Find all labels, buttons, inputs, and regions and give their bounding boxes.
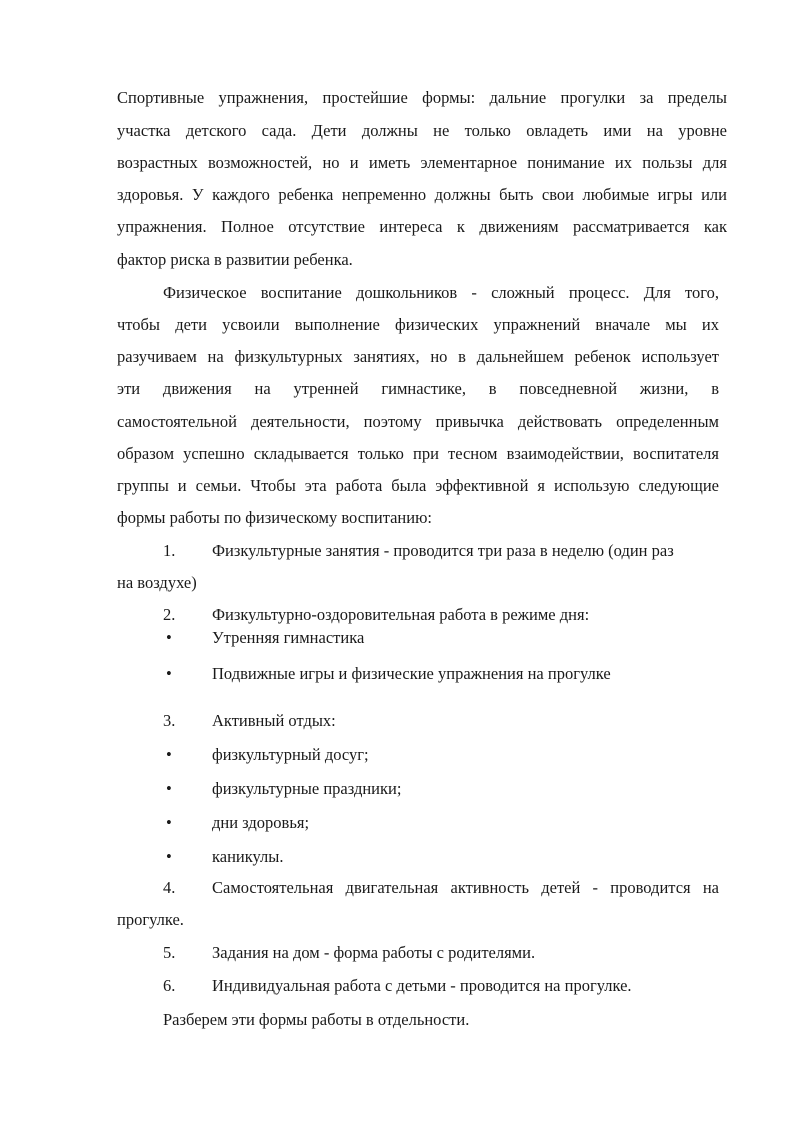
list-item-text: Задания на дом - форма работы с родителями. bbox=[212, 943, 536, 962]
list-item-text: Индивидуальная работа с детьми - проводится на прогулке. bbox=[212, 976, 632, 995]
text-line: группы и семьи. Чтобы эта работа была эффективной я использую следующие bbox=[117, 476, 719, 495]
bullet-icon: • bbox=[166, 847, 172, 866]
bullet-text: Подвижные игры и физические упражнения на прогулке bbox=[212, 664, 611, 683]
bullet-icon: • bbox=[166, 745, 172, 764]
list-item-text: Активный отдых: bbox=[212, 711, 336, 730]
text-line: здоровья. У каждого ребенка непременно должны быть свои любимые игры или bbox=[117, 185, 727, 204]
list-number: 4. bbox=[163, 878, 176, 897]
bullet-icon: • bbox=[166, 664, 172, 683]
list-number: 5. bbox=[163, 943, 176, 962]
bullet-text: физкультурные праздники; bbox=[212, 779, 402, 798]
text-line: образом успешно складывается только при тесном взаимодействии, воспитателя bbox=[117, 444, 719, 463]
bullet-icon: • bbox=[166, 813, 172, 832]
text-line: возрастных возможностей, но и иметь элементарное понимание их пользы для bbox=[117, 153, 727, 172]
list-number: 1. bbox=[163, 541, 176, 560]
text-line: самостоятельной деятельности, поэтому привычка действовать определенным bbox=[117, 412, 719, 431]
list-number: 3. bbox=[163, 711, 176, 730]
text-line: формы работы по физическому воспитанию: bbox=[117, 508, 433, 527]
list-item-continuation: на воздухе) bbox=[117, 573, 197, 592]
text-line: Физическое воспитание дошкольников - сложный процесс. Для того, bbox=[163, 283, 719, 302]
list-item-text: Самостоятельная двигательная активность детей - проводится на bbox=[212, 878, 719, 897]
list-item-continuation: прогулке. bbox=[117, 910, 184, 929]
text-line: упражнения. Полное отсутствие интереса к движениям рассматривается как bbox=[117, 217, 727, 236]
text-line: Спортивные упражнения, простейшие формы: дальние прогулки за пределы bbox=[117, 88, 727, 107]
list-item-text: Физкультурные занятия - проводится три раза в неделю (один раз bbox=[212, 541, 674, 560]
bullet-icon: • bbox=[166, 779, 172, 798]
text-line: эти движения на утренней гимнастике, в повседневной жизни, в bbox=[117, 379, 719, 398]
list-item-text: Физкультурно-оздоровительная работа в режиме дня: bbox=[212, 605, 590, 624]
bullet-icon: • bbox=[166, 628, 172, 647]
text-line: участка детского сада. Дети должны не только овладеть ими на уровне bbox=[117, 121, 727, 140]
text-line: разучиваем на физкультурных занятиях, но в дальнейшем ребенок использует bbox=[117, 347, 719, 366]
text-line: фактор риска в развитии ребенка. bbox=[117, 250, 353, 269]
list-number: 2. bbox=[163, 605, 176, 624]
text-line: чтобы дети усвоили выполнение физических упражнений вначале мы их bbox=[117, 315, 719, 334]
bullet-text: Утренняя гимнастика bbox=[212, 628, 365, 647]
bullet-text: физкультурный досуг; bbox=[212, 745, 369, 764]
closing-text: Разберем эти формы работы в отдельности. bbox=[163, 1010, 470, 1029]
list-number: 6. bbox=[163, 976, 176, 995]
bullet-text: дни здоровья; bbox=[212, 813, 310, 832]
bullet-text: каникулы. bbox=[212, 847, 284, 866]
